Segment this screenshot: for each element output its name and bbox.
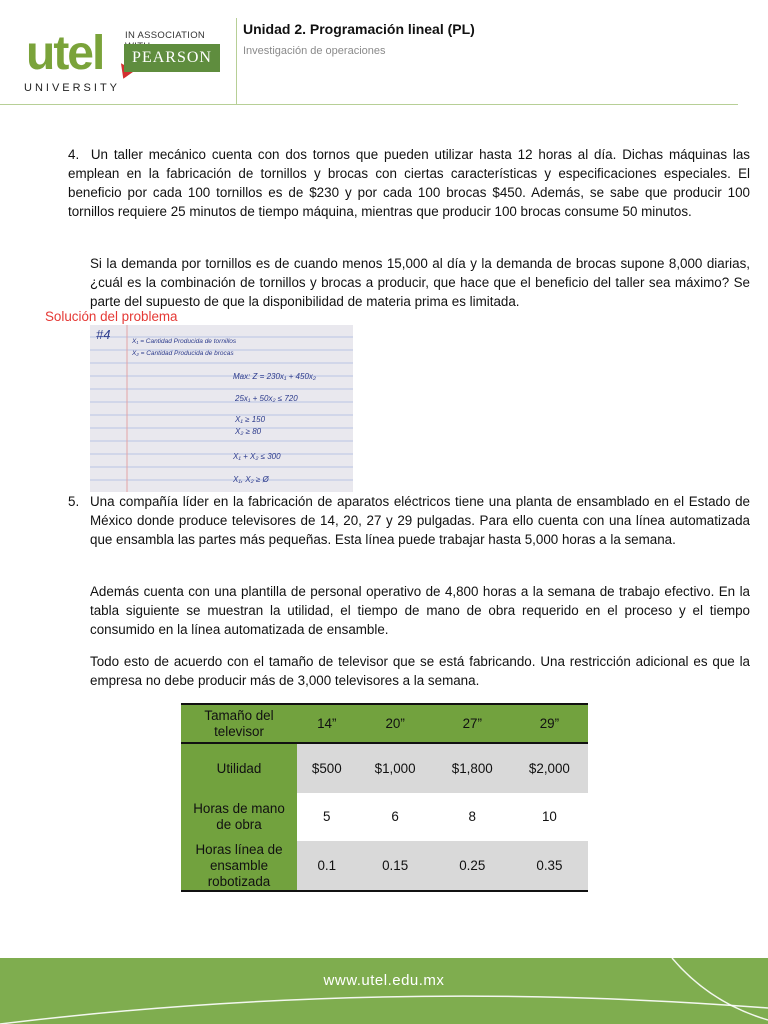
table-cell: $1,000 [357,743,434,793]
notebook-page [90,325,353,492]
handwritten-variable-2: X₂ = Cantidad Producida de brocas [132,350,234,357]
handwritten-constraint-5: X₁, X₂ ≥ Ø [233,475,269,484]
page-header [0,0,768,105]
problem-5-paragraph-3: Todo esto de acuerdo con el tamaño de televisor que se está fabricando. Una restricción adicional es que la empresa no debe producir más de 3,000 televisores a la semana. [90,654,750,688]
table-header-cell: 27” [434,704,511,743]
problem-5-paragraph-2: Además cuenta con una plantilla de personal operativo de 4,800 horas a la semana de trabajo efectivo. En la tabla siguiente se muestran la utilidad, el tiempo de mano de obra requerido en el proceso y el tiempo consumido en la línea automatizada de ensamble. [90,584,750,637]
logo-association: IN ASSOCIATION [125,30,206,41]
handwritten-heading: #4 [96,327,111,342]
table-row [181,793,588,841]
handwritten-variable-1: X₁ = Cantidad Producida de tornillos [132,338,237,345]
table-header-cell: 29” [511,704,588,743]
unit-subtitle: Investigación de operaciones [243,45,386,57]
problem-5-number: 5. [68,494,80,509]
table-row [181,841,588,891]
problem-5-text: Una compañía líder en la fabricación de aparatos eléctricos tiene una planta de ensamblado en el Estado de México donde produce televisores de 14, 20, 27 y 29 pulgadas. Para ello cuenta con una línea automatizada que ensambla las partes más pequeñas. Esta línea puede trabajar hasta 5,000 horas a la semana. [90,494,750,547]
table-row-label: Utilidad [181,743,297,793]
table-cell: 10 [511,793,588,841]
table-cell: $500 [297,743,357,793]
table-cell: 0.35 [511,841,588,891]
table-row-label: Horas línea de ensamble robotizada [181,841,297,891]
table-cell: 5 [297,793,357,841]
table-cell: $1,800 [434,743,511,793]
table-cell: 8 [434,793,511,841]
handwritten-solution-photo [90,325,353,492]
logo-university: UNIVERSITY [24,82,121,94]
handwritten-constraint-2: X₁ ≥ 150 [235,415,266,424]
handwritten-constraint-3: X₂ ≥ 80 [235,427,262,436]
table-row-label: Horas de mano de obra [181,793,297,841]
header-divider-vertical [236,18,237,104]
table-header-row [181,704,588,743]
handwritten-objective: Max: Z = 230x₁ + 450x₂ [233,372,316,381]
table-cell: 0.15 [357,841,434,891]
logo-partner: PEARSON [124,44,220,72]
table-row [181,743,588,793]
table-cell: $2,000 [511,743,588,793]
handwritten-constraint-1: 25x₁ + 50x₂ ≤ 720 [235,394,298,403]
logo-wordmark: utel [26,27,104,80]
footer-url-link[interactable]: www.utel.edu.mx [323,972,445,989]
problem-4-text: Un taller mecánico cuenta con dos tornos que pueden utilizar hasta 12 horas al día. Dichas máquinas las emplean en la fabricación de tornillos y brocas con ciertas características y especificaciones especiales. El beneficio por cada 100 tornillos es de $230 y por cada 100 brocas $450. Además, se sabe que producir 100 tornillos requiere 25 minutos de tiempo máquina, mientras que producir 100 brocas consume 50 minutos. [68,147,750,219]
table-cell: 0.1 [297,841,357,891]
table-header-cell: 14” [297,704,357,743]
problem-4-question: Si la demanda por tornillos es de cuando menos 15,000 al día y la demanda de brocas supone 8,000 diarias, ¿cuál es la combinación de tornillos y brocas a producir, que hace que el beneficio del taller sea máximo? Se parte del supuesto de que la disponibilidad de materia prima es limitada. [90,256,750,309]
table-cell: 6 [357,793,434,841]
footer-decoration [0,958,768,1024]
television-data-table [181,703,588,892]
unit-title: Unidad 2. Programación lineal (PL) [243,21,475,37]
handwritten-constraint-4: X₁ + X₂ ≤ 300 [233,452,281,461]
solution-label: Solución del problema [45,309,178,324]
problem-4-number: 4. [68,147,80,162]
table-cell: 0.25 [434,841,511,891]
utel-logo [22,22,227,100]
header-divider-horizontal [0,104,738,105]
problem-4-statement [68,145,750,221]
table-header-cell: 20” [357,704,434,743]
table-header-cell: Tamaño del televisor [181,704,297,743]
